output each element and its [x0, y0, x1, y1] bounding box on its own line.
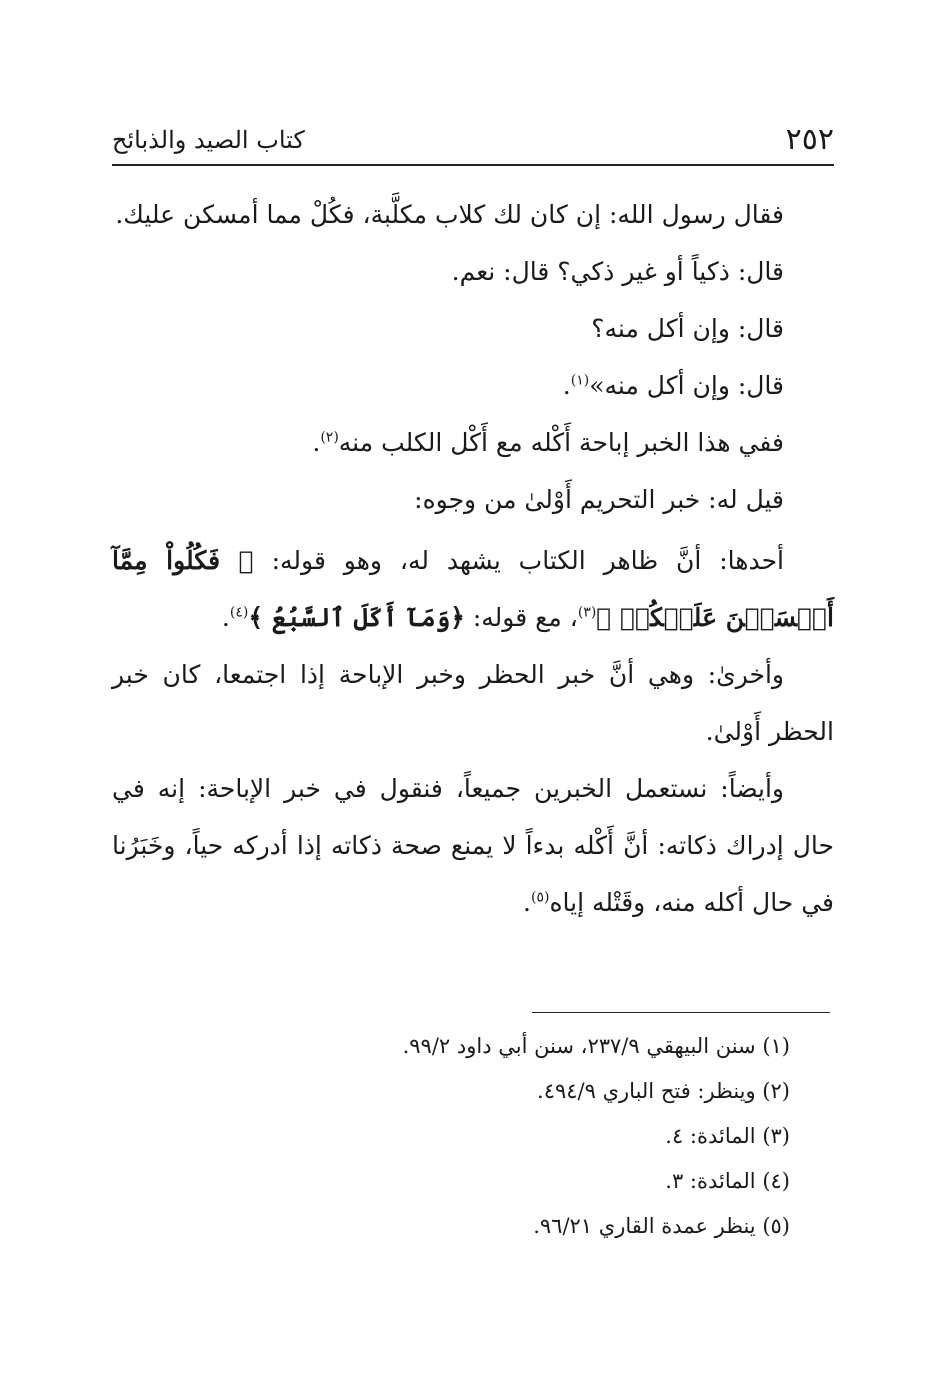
paragraph-9 [112, 760, 834, 931]
page-number: ٢٥٢ [785, 122, 834, 157]
paragraph-7-text: أحدها: أنَّ ظاهر الكتاب يشهد له، وهو قوله: [253, 546, 784, 575]
quran-quote-2: ﴿وَمَآ أَكَلَ ٱلسَّبُعُ ﴾ [248, 603, 465, 632]
footnote-ref-2: (٢) [320, 429, 339, 446]
paragraph-5 [112, 414, 834, 471]
paragraph-4-end: . [562, 371, 571, 400]
paragraph-1: فقال رسول الله: إن كان لك كلاب مكلَّبة، فكُلْ مما أمسكن عليك. [115, 200, 784, 229]
paragraph-5-end: . [312, 428, 321, 457]
footnotes [300, 1024, 790, 1249]
footnote-divider [532, 1012, 830, 1013]
footnote-5: (٥) ينظر عمدة القاري ٩٦/٢١. [533, 1214, 790, 1238]
footnote-ref-5: (٥) [530, 889, 550, 906]
running-title: كتاب الصيد والذبائح [112, 126, 305, 154]
paragraph-4 [112, 357, 834, 414]
paragraph-9-text: وأيضاً: نستعمل الخبرين جميعاً، فنقول في خبر الإباحة: إنه في حال إدراك ذكاته: أنَّ أَكْله بدءاً لا يمنع صحة ذكاته إذا أدركه حياً، وخَبَرُنا في حال أكله منه، وقَتْله إياه [112, 774, 834, 917]
footnote-4: (٤) المائدة: ٣. [665, 1169, 790, 1193]
footnote-ref-1: (١) [570, 372, 590, 389]
footnote-ref-4: (٤) [229, 604, 249, 621]
footnote-3: (٣) المائدة: ٤. [665, 1124, 790, 1148]
footnote-1: (١) سنن البيهقي ٢٣٧/٩، سنن أبي داود ٩٩/٢. [402, 1034, 790, 1058]
footnote-2: (٢) وينظر: فتح الباري ٤٩٤/٩. [537, 1079, 790, 1103]
paragraph-5-text: ففي هذا الخبر إباحة أَكْله مع أَكْل الكلب منه [338, 428, 784, 457]
quran-quote-1: ﴿ فَكُلُواْ مِمَّآ أَمۡسَكۡنَ عَلَيۡكُمۡ ﴾ [112, 546, 834, 632]
paragraph-9-end: . [523, 888, 531, 917]
paragraph-8: وأخرىٰ: وهي أنَّ خبر الحظر وخبر الإباحة إذا اجتمعا، كان خبر الحظر أَوْلىٰ. [112, 660, 834, 746]
page-header [112, 118, 834, 166]
paragraph-6: قيل له: خبر التحريم أَوْلىٰ من وجوه: [414, 485, 784, 514]
paragraph-4-text: قال: وإن أكل منه» [589, 371, 784, 400]
paragraph-7-mid: ، مع قوله: [464, 603, 578, 632]
paragraph-7-end: . [221, 603, 230, 632]
paragraph-2: قال: ذكياً أو غير ذكي؟ قال: نعم. [451, 257, 784, 286]
paragraph-7 [112, 532, 834, 646]
main-text [112, 186, 834, 931]
footnote-ref-3: (٣) [577, 604, 597, 621]
paragraph-3: قال: وإن أكل منه؟ [591, 314, 784, 343]
